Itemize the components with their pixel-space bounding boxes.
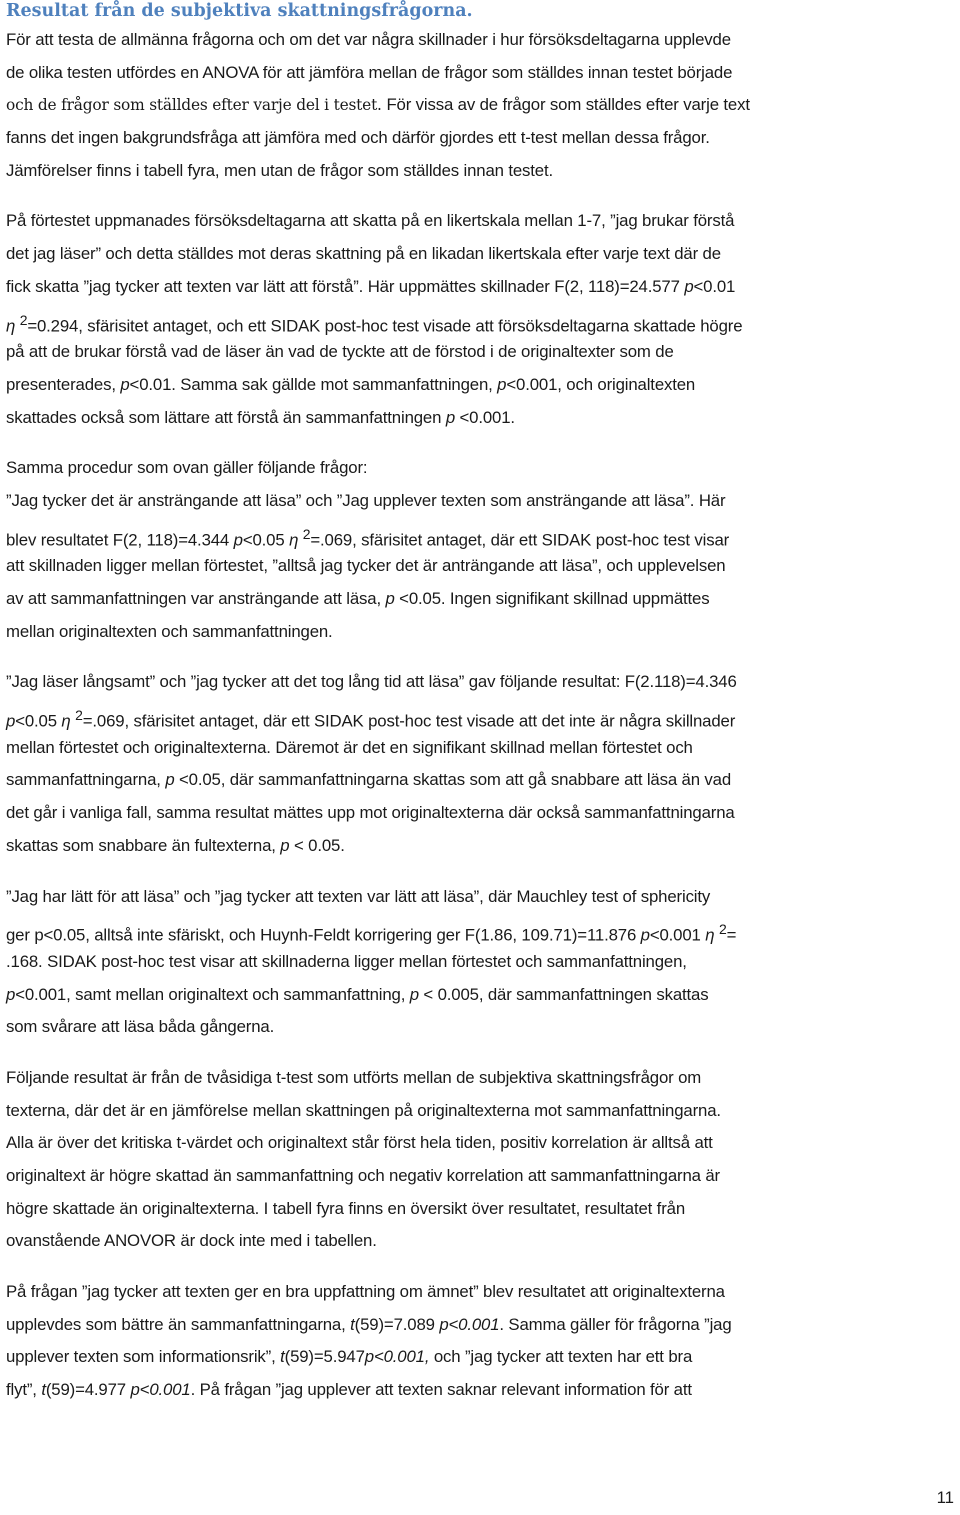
text-run: . Samma gäller för frågorna ”jag xyxy=(499,1314,732,1334)
text-line xyxy=(0,583,960,616)
paragraph-spacer xyxy=(0,1258,960,1276)
paragraph-anova-intro xyxy=(0,24,960,187)
superscript: 2 xyxy=(19,311,28,328)
text-line: ”Jag tycker det är ansträngande att läsa” och ”Jag upplever texten som ansträngande att läsa”. Här xyxy=(6,490,726,510)
text-line: högre skattade än originaltexterna. I tabell fyra finns en översikt över resultatet, resultatet från xyxy=(6,1198,685,1218)
p-value-symbol: p xyxy=(640,925,650,945)
text-run: <0.01. Samma sak gällde mot sammanfattningen, xyxy=(129,374,498,394)
text-run: <0.05 xyxy=(242,530,290,550)
text-run: <0.05 xyxy=(15,711,62,731)
text-run: (59)=5.947 xyxy=(284,1347,365,1367)
text-line: Samma procedur som ovan gäller följande frågor: xyxy=(6,458,368,478)
text-run: (59)=7.089 xyxy=(354,1314,440,1334)
eta-symbol: η xyxy=(6,316,16,336)
text-line xyxy=(0,1374,960,1407)
p-value-symbol: p xyxy=(409,984,419,1004)
superscript: 2 xyxy=(75,707,83,724)
superscript: 2 xyxy=(302,525,311,542)
paragraph-spacer xyxy=(0,1044,960,1062)
paragraph-spacer xyxy=(0,863,960,881)
text-line xyxy=(0,271,960,304)
text-line: det jag läser” och detta ställdes mot deras skattning på en likadan likertskala efter varje text där de xyxy=(6,244,721,264)
p-value-text: p<0.001 xyxy=(439,1314,500,1334)
text-line: mellan originaltexten och sammanfattningen. xyxy=(6,621,333,641)
page-number: 11 xyxy=(936,1488,954,1507)
text-run: < 0.005, där sammanfattningen skattas xyxy=(418,984,709,1004)
text-run: upplevdes som bättre än sammanfattningarna, xyxy=(6,1314,351,1334)
text-line xyxy=(0,1309,960,1342)
p-value-symbol: p xyxy=(445,407,455,427)
p-value-text: p<0.001, xyxy=(364,1347,430,1367)
text-run: blev resultatet F(2, 118)=4.344 xyxy=(6,530,234,550)
text-line: .168. SIDAK post-hoc test visar att skillnaderna ligger mellan förtestet och sammanfattningen, xyxy=(6,951,687,971)
text-run: fick skatta ”jag tycker att texten var lätt att förstå”. Här uppmättes skillnader F(2, 118)=24.577 xyxy=(6,276,685,296)
section-heading: Resultat från de subjektiva skattningsfrågorna. xyxy=(6,1,473,21)
t-value-symbol: t xyxy=(280,1347,285,1367)
paragraph-reading-speed xyxy=(0,666,960,862)
eta-symbol: η xyxy=(61,711,71,731)
paragraph-ttest-intro xyxy=(0,1062,960,1258)
text-run: =.069, sfärisitet antaget, där ett SIDAK post-hoc test visade att det inte är några skillnader xyxy=(82,711,736,731)
superscript: 2 xyxy=(718,921,727,938)
text-line: Jämförelser finns i tabell fyra, men utan de frågor som ställdes innan testet. xyxy=(6,160,554,180)
text-line: Följande resultat är från de tvåsidiga t-test som utförts mellan de subjektiva skattningsfrågor om xyxy=(6,1067,702,1087)
p-value-symbol: p xyxy=(233,530,243,550)
text-run: =.069, sfärisitet antaget, där ett SIDAK post-hoc test visar xyxy=(310,530,730,550)
text-run: och de frågor som ställdes efter varje del i testet. xyxy=(6,96,387,115)
p-value-symbol: p xyxy=(165,770,175,790)
text-run: ger p<0.05, alltså inte sfäriskt, och Huynh-Feldt korrigering ger F(1.86, 109.71)=11.876 xyxy=(6,925,641,945)
text-run: För vissa av de frågor som ställdes efter varje text xyxy=(386,95,750,115)
text-line: fanns det ingen bakgrundsfråga att jämföra med och därför gjordes ett t-test mellan dessa frågor. xyxy=(6,128,710,148)
text-line: att skillnaden ligger mellan förtestet, ”alltså jag tycker det är anträngande att läsa”, och upplevelsen xyxy=(6,556,726,576)
text-line: ”Jag har lätt för att läsa” och ”jag tycker att texten var lätt att läsa”, där Mauchley test of sphericity xyxy=(6,886,711,906)
text-line: På frågan ”jag tycker att texten ger en bra uppfattning om ämnet” blev resultatet att originaltexterna xyxy=(6,1282,725,1302)
eta-symbol: η xyxy=(705,925,715,945)
text-run: av att sammanfattningen var ansträngande att läsa, xyxy=(6,589,386,608)
text-line xyxy=(0,89,960,122)
text-line xyxy=(0,913,960,946)
text-line xyxy=(0,699,960,732)
text-line: För att testa de allmänna frågorna och om det var några skillnader i hur försöksdeltagarna upplevde xyxy=(6,30,731,49)
text-line: På förtestet uppmanades försöksdeltagarna att skatta på en likertskala mellan 1-7, ”jag brukar förstå xyxy=(6,211,735,231)
t-value-symbol: t xyxy=(41,1380,46,1400)
p-value-symbol: p xyxy=(280,835,290,855)
text-line: ovanstående ANOVOR är dock inte med i tabellen. xyxy=(6,1231,377,1251)
text-line: texterna, där det är en jämförelse mellan skattningen på originaltexterna mot sammanfattningarna. xyxy=(6,1100,721,1120)
text-run: <0.05. Ingen signifikant skillnad uppmättes xyxy=(394,589,710,608)
text-line: mellan förtestet och originaltexterna. Däremot är det en signifikant skillnad mellan förtestet och xyxy=(6,737,693,757)
text-run: <0.05, där sammanfattningarna skattas som att gå snabbare att läsa än vad xyxy=(174,770,732,790)
t-value-symbol: t xyxy=(350,1314,355,1334)
eta-symbol: η xyxy=(289,530,299,550)
text-line xyxy=(0,830,960,863)
text-line xyxy=(0,402,960,435)
text-run: (59)=4.977 xyxy=(45,1380,131,1400)
text-run: skattades också som lättare att förstå än sammanfattningen xyxy=(6,407,446,427)
p-value-symbol: p xyxy=(6,984,16,1004)
p-value-symbol: p xyxy=(684,276,694,296)
paragraph-effort xyxy=(0,452,960,648)
text-line: ”Jag läser långsamt” och ”jag tycker att det tog lång tid att läsa” gav följande resultat: F(2.118)=4.346 xyxy=(6,672,737,692)
paragraph-easy-reading xyxy=(0,881,960,1044)
paragraph-spacer xyxy=(0,434,960,452)
text-run: <0.01 xyxy=(693,276,736,296)
text-line: som svårare att läsa båda gångerna. xyxy=(6,1017,275,1037)
p-value-symbol: p xyxy=(385,589,395,608)
text-line: Alla är över det kritiska t-värdet och originaltext står först hela tiden, positiv korrelation är alltså att xyxy=(6,1133,713,1153)
text-run: = xyxy=(726,925,737,945)
text-run: . På frågan ”jag upplever att texten saknar relevant information för att xyxy=(190,1380,692,1400)
text-line xyxy=(0,304,960,337)
p-value-symbol: p xyxy=(497,374,507,394)
text-line: det går i vanliga fall, samma resultat mättes upp mot originaltexterna där också sammanfattningarna xyxy=(6,803,735,823)
paragraph-ttest-results xyxy=(0,1276,960,1407)
text-run: flyt”, xyxy=(6,1380,42,1400)
text-line xyxy=(0,369,960,402)
p-value-text: p<0.001 xyxy=(130,1380,191,1400)
text-line: på att de brukar förstå vad de läser än vad de tyckte att de förstod i de originaltexter som de xyxy=(6,342,674,362)
text-line: de olika testen utfördes en ANOVA för att jämföra mellan de frågor som ställdes innan testet började xyxy=(6,62,733,82)
text-run: <0.001, och originaltexten xyxy=(506,374,696,394)
text-run: <0.001, samt mellan originaltext och sammanfattning, xyxy=(15,984,410,1004)
p-value-symbol: p xyxy=(6,711,16,731)
text-run: <0.001. xyxy=(455,407,515,427)
text-line xyxy=(0,764,960,797)
text-line xyxy=(0,518,960,551)
p-value-symbol: p xyxy=(120,374,130,394)
paragraph-spacer xyxy=(0,648,960,666)
text-run: upplever texten som informationsrik”, xyxy=(6,1347,281,1367)
text-run: sammanfattningarna, xyxy=(6,770,166,790)
text-run: <0.001 xyxy=(649,925,706,945)
text-line: originaltext är högre skattad än sammanfattning och negativ korrelation att sammanfattningarna är xyxy=(6,1166,720,1185)
paragraph-understanding xyxy=(0,205,960,434)
text-run: < 0.05. xyxy=(289,835,345,855)
text-run: skattas som snabbare än fultexterna, xyxy=(6,835,281,855)
text-run: och ”jag tycker att texten har ett bra xyxy=(429,1347,693,1367)
text-line xyxy=(0,1341,960,1374)
paragraph-spacer xyxy=(0,187,960,205)
text-run: =0.294, sfärisitet antaget, och ett SIDAK post-hoc test visade att försöksdeltagarna skattade högre xyxy=(27,316,743,336)
text-run: presenterades, xyxy=(6,374,121,394)
text-line xyxy=(0,979,960,1012)
